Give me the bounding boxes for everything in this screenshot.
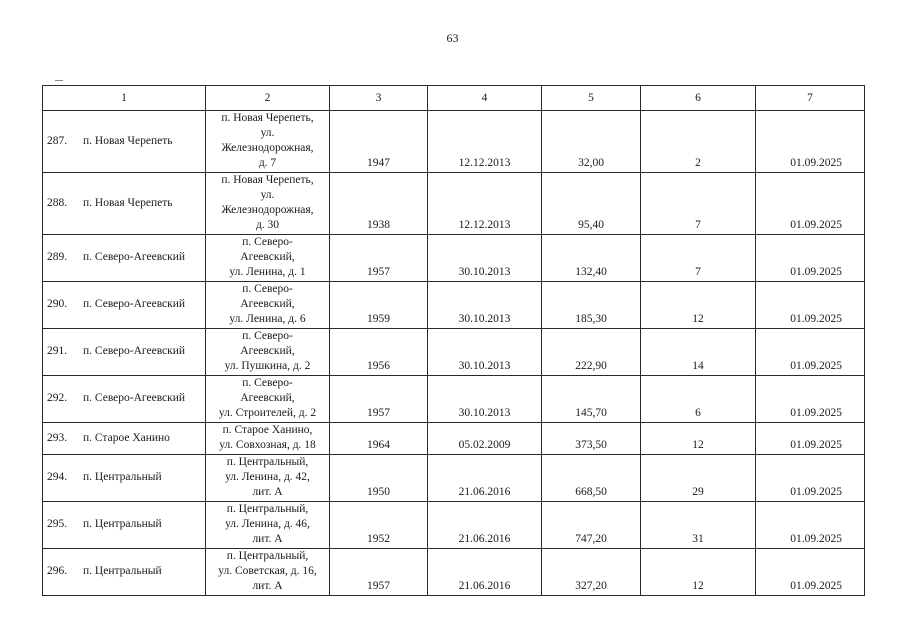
deadline-cell: 01.09.2025	[756, 423, 865, 455]
date-cell: 05.02.2009	[428, 423, 542, 455]
address-line: лит. А	[252, 580, 283, 592]
address-cell	[206, 111, 330, 173]
year-cell: 1957	[330, 235, 428, 282]
year-cell: 1959	[330, 282, 428, 329]
table-header	[43, 86, 865, 111]
area-cell: 222,90	[542, 329, 641, 376]
count-cell: 7	[641, 235, 756, 282]
address-cell	[206, 549, 330, 596]
address-line: ул. Пушкина, д. 2	[224, 360, 311, 372]
table-body	[43, 111, 865, 596]
settlement-name: п. Новая Черепеть	[83, 134, 173, 147]
row-number: 295.	[47, 518, 68, 530]
count-cell: 2	[641, 111, 756, 173]
address-cell	[206, 423, 330, 455]
address-line: Агеевский,	[240, 345, 295, 357]
address-line: ул. Строителей, д. 2	[218, 407, 317, 419]
year-cell: 1950	[330, 455, 428, 502]
count-cell: 12	[641, 549, 756, 596]
deadline-cell: 01.09.2025	[756, 111, 865, 173]
settlement-name: п. Северо-Агеевский	[83, 392, 186, 404]
address-line: ул. Ленина, д. 46,	[225, 518, 310, 530]
address-line: ул. Ленина, д. 1	[229, 266, 306, 278]
date-cell: 12.12.2013	[428, 111, 542, 173]
corner-mark	[55, 80, 63, 81]
row-number: 294.	[47, 471, 68, 483]
address-cell	[206, 455, 330, 502]
table-row	[43, 423, 865, 455]
header-col-5: 5	[542, 86, 641, 111]
address-line: п. Новая Черепеть,	[221, 174, 314, 186]
settlement-name: п. Северо-Агеевский	[83, 251, 186, 263]
address-line: Железнодорожная,	[221, 142, 314, 154]
address-line: Железнодорожная,	[221, 204, 314, 216]
area-cell: 373,50	[542, 423, 641, 455]
deadline-cell: 01.09.2025	[756, 376, 865, 423]
row-number: 291.	[47, 345, 68, 357]
settlement-cell	[43, 282, 206, 329]
deadline-cell: 01.09.2025	[756, 329, 865, 376]
date-cell: 12.12.2013	[428, 173, 542, 235]
date-cell: 30.10.2013	[428, 282, 542, 329]
deadline-cell: 01.09.2025	[756, 282, 865, 329]
year-cell: 1957	[330, 376, 428, 423]
area-cell: 32,00	[542, 111, 641, 173]
row-number: 296.	[47, 565, 68, 577]
year-cell: 1956	[330, 329, 428, 376]
address-line: ул. Ленина, д. 42,	[225, 471, 310, 483]
address-line: лит. А	[252, 533, 283, 545]
address-line: ул.	[260, 189, 275, 201]
header-col-7: 7	[756, 86, 865, 111]
row-number: 289.	[47, 251, 68, 263]
year-cell: 1947	[330, 111, 428, 173]
date-cell: 30.10.2013	[428, 235, 542, 282]
count-cell: 29	[641, 455, 756, 502]
address-cell	[206, 376, 330, 423]
address-line: п. Северо-	[242, 236, 293, 248]
header-col-6: 6	[641, 86, 756, 111]
address-line: д. 30	[255, 219, 280, 231]
date-cell: 21.06.2016	[428, 502, 542, 549]
settlement-cell	[43, 235, 206, 282]
settlement-cell	[43, 455, 206, 502]
count-cell: 12	[641, 423, 756, 455]
deadline-cell: 01.09.2025	[756, 502, 865, 549]
address-cell	[206, 502, 330, 549]
count-cell: 6	[641, 376, 756, 423]
address-cell	[206, 282, 330, 329]
address-line: лит. А	[252, 486, 283, 498]
address-cell	[206, 235, 330, 282]
settlement-name: п. Центральный	[83, 518, 162, 530]
row-number: 292.	[47, 392, 68, 404]
settlement-cell	[43, 423, 206, 455]
settlement-name: п. Старое Ханино	[83, 431, 170, 444]
settlement-cell	[43, 549, 206, 596]
address-line: п. Центральный,	[226, 456, 309, 468]
settlement-cell	[43, 111, 206, 173]
address-line: п. Старое Ханино,	[222, 424, 313, 436]
settlement-cell	[43, 173, 206, 235]
deadline-cell: 01.09.2025	[756, 549, 865, 596]
count-cell: 7	[641, 173, 756, 235]
address-line: п. Новая Черепеть,	[221, 112, 314, 124]
count-cell: 14	[641, 329, 756, 376]
address-line: п. Северо-	[242, 377, 293, 389]
area-cell: 185,30	[542, 282, 641, 329]
address-line: Агеевский,	[240, 251, 295, 263]
area-cell: 668,50	[542, 455, 641, 502]
count-cell: 31	[641, 502, 756, 549]
date-cell: 30.10.2013	[428, 329, 542, 376]
row-number: 290.	[47, 298, 68, 310]
table-row	[43, 329, 865, 376]
area-cell: 327,20	[542, 549, 641, 596]
year-cell: 1938	[330, 173, 428, 235]
area-cell: 747,20	[542, 502, 641, 549]
address-line: Агеевский,	[240, 392, 295, 404]
header-row	[43, 86, 865, 111]
table-row	[43, 376, 865, 423]
row-number: 293.	[47, 431, 68, 444]
header-col-3: 3	[330, 86, 428, 111]
settlement-name: п. Северо-Агеевский	[83, 298, 186, 310]
table-row	[43, 549, 865, 596]
settlement-cell	[43, 502, 206, 549]
deadline-cell: 01.09.2025	[756, 455, 865, 502]
year-cell: 1957	[330, 549, 428, 596]
date-cell: 21.06.2016	[428, 549, 542, 596]
settlement-name: п. Центральный	[83, 471, 162, 483]
table-row	[43, 502, 865, 549]
address-line: ул.	[260, 127, 275, 139]
address-line: ул. Ленина, д. 6	[229, 313, 306, 325]
address-line: п. Центральный,	[226, 503, 309, 515]
date-cell: 21.06.2016	[428, 455, 542, 502]
address-line: п. Северо-	[242, 283, 293, 295]
settlement-cell	[43, 376, 206, 423]
table-row	[43, 282, 865, 329]
address-cell	[206, 329, 330, 376]
area-cell: 95,40	[542, 173, 641, 235]
year-cell: 1952	[330, 502, 428, 549]
settlement-cell	[43, 329, 206, 376]
address-cell	[206, 173, 330, 235]
row-number: 287.	[47, 134, 68, 147]
area-cell: 145,70	[542, 376, 641, 423]
date-cell: 30.10.2013	[428, 376, 542, 423]
table-row	[43, 455, 865, 502]
table-row	[43, 235, 865, 282]
address-line: Агеевский,	[240, 298, 295, 310]
row-number: 288.	[47, 196, 68, 209]
settlement-name: п. Центральный	[83, 565, 162, 577]
address-line: д. 7	[258, 157, 277, 169]
deadline-cell: 01.09.2025	[756, 235, 865, 282]
page-number: 63	[446, 31, 459, 45]
settlement-name: п. Новая Черепеть	[83, 196, 173, 209]
address-line: ул. Совхозная, д. 18	[219, 439, 316, 451]
area-cell: 132,40	[542, 235, 641, 282]
settlement-name: п. Северо-Агеевский	[83, 345, 186, 357]
table-row	[43, 173, 865, 235]
year-cell: 1964	[330, 423, 428, 455]
header-col-1: 1	[43, 86, 206, 111]
registry-table	[42, 85, 865, 596]
deadline-cell: 01.09.2025	[756, 173, 865, 235]
address-line: п. Центральный,	[226, 550, 309, 562]
count-cell: 12	[641, 282, 756, 329]
address-line: п. Северо-	[242, 330, 293, 342]
address-line: ул. Советская, д. 16,	[218, 565, 317, 577]
table-row	[43, 111, 865, 173]
header-col-2: 2	[206, 86, 330, 111]
header-col-4: 4	[428, 86, 542, 111]
